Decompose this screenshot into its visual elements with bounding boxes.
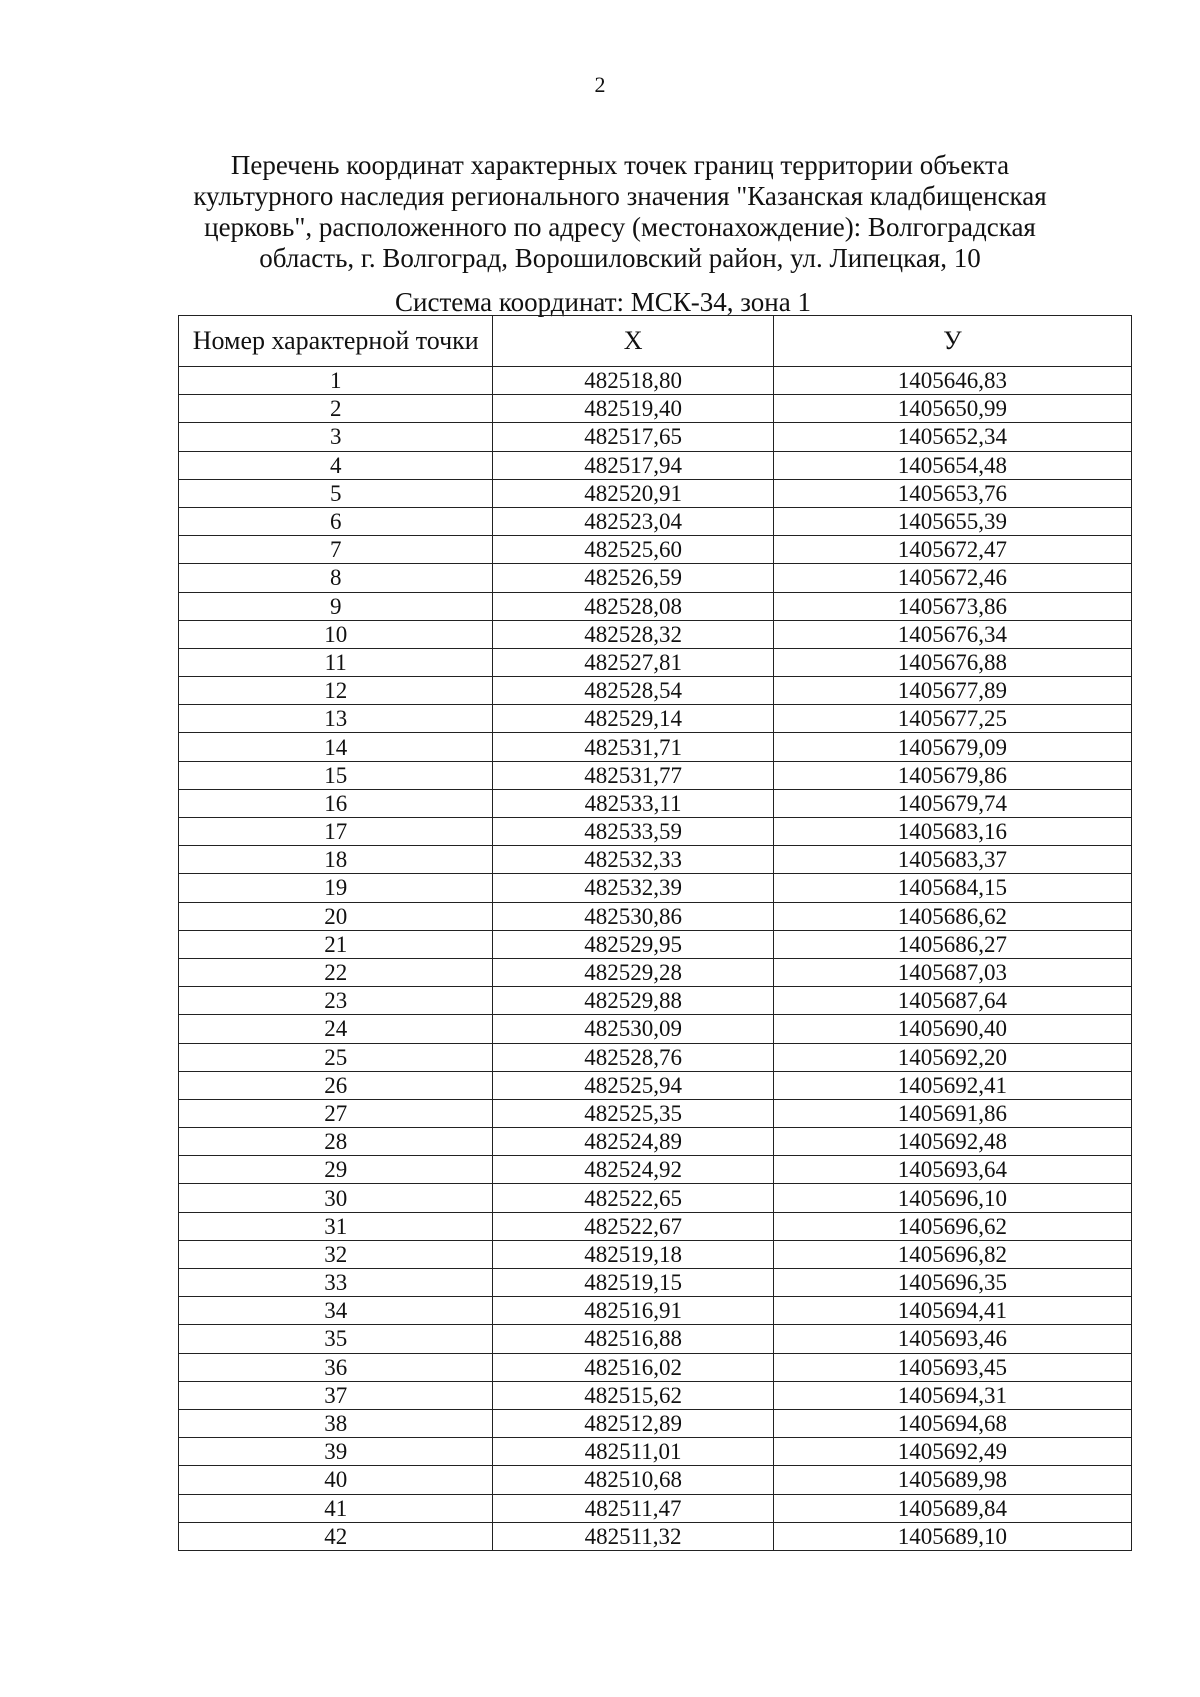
cell-x: 482530,09 xyxy=(493,1015,773,1043)
cell-x: 482519,18 xyxy=(493,1240,773,1268)
cell-y: 1405696,10 xyxy=(773,1184,1131,1212)
cell-x: 482533,11 xyxy=(493,789,773,817)
cell-point-number: 29 xyxy=(179,1156,493,1184)
table-row xyxy=(179,395,1132,423)
cell-point-number: 11 xyxy=(179,648,493,676)
cell-y: 1405679,09 xyxy=(773,733,1131,761)
table-row xyxy=(179,789,1132,817)
cell-y: 1405673,86 xyxy=(773,592,1131,620)
cell-point-number: 36 xyxy=(179,1353,493,1381)
cell-y: 1405683,16 xyxy=(773,818,1131,846)
cell-point-number: 32 xyxy=(179,1240,493,1268)
table-row xyxy=(179,1212,1132,1240)
cell-y: 1405694,31 xyxy=(773,1381,1131,1409)
cell-x: 482517,94 xyxy=(493,451,773,479)
cell-x: 482519,15 xyxy=(493,1269,773,1297)
page-number: 2 xyxy=(594,72,606,97)
cell-y: 1405646,83 xyxy=(773,367,1131,395)
cell-x: 482516,02 xyxy=(493,1353,773,1381)
cell-point-number: 31 xyxy=(179,1212,493,1240)
table-row xyxy=(179,507,1132,535)
cell-x: 482511,32 xyxy=(493,1522,773,1550)
cell-point-number: 21 xyxy=(179,930,493,958)
cell-x: 482518,80 xyxy=(493,367,773,395)
cell-x: 482519,40 xyxy=(493,395,773,423)
cell-point-number: 34 xyxy=(179,1297,493,1325)
cell-point-number: 25 xyxy=(179,1043,493,1071)
cell-x: 482528,76 xyxy=(493,1043,773,1071)
cell-y: 1405690,40 xyxy=(773,1015,1131,1043)
cell-point-number: 4 xyxy=(179,451,493,479)
cell-y: 1405694,41 xyxy=(773,1297,1131,1325)
cell-point-number: 6 xyxy=(179,507,493,535)
cell-x: 482522,67 xyxy=(493,1212,773,1240)
cell-point-number: 37 xyxy=(179,1381,493,1409)
cell-y: 1405692,41 xyxy=(773,1071,1131,1099)
cell-point-number: 35 xyxy=(179,1325,493,1353)
title-line: область, г. Волгоград, Ворошиловский район, ул. Липецкая, 10 xyxy=(259,243,981,273)
cell-y: 1405696,62 xyxy=(773,1212,1131,1240)
title-line: церковь", расположенного по адресу (местонахождение): Волгоградская xyxy=(204,212,1036,242)
cell-point-number: 19 xyxy=(179,874,493,902)
table-row xyxy=(179,367,1132,395)
cell-y: 1405692,49 xyxy=(773,1438,1131,1466)
document-title xyxy=(180,150,1060,274)
cell-x: 482531,77 xyxy=(493,761,773,789)
cell-x: 482528,08 xyxy=(493,592,773,620)
header-point-number: Номер характерной точки xyxy=(179,316,493,367)
cell-y: 1405686,27 xyxy=(773,930,1131,958)
cell-x: 482517,65 xyxy=(493,423,773,451)
cell-x: 482516,88 xyxy=(493,1325,773,1353)
cell-x: 482533,59 xyxy=(493,818,773,846)
cell-y: 1405679,74 xyxy=(773,789,1131,817)
cell-y: 1405653,76 xyxy=(773,479,1131,507)
cell-x: 482528,54 xyxy=(493,677,773,705)
cell-y: 1405696,82 xyxy=(773,1240,1131,1268)
cell-y: 1405679,86 xyxy=(773,761,1131,789)
table-row xyxy=(179,1297,1132,1325)
table-row xyxy=(179,874,1132,902)
table-row xyxy=(179,620,1132,648)
cell-y: 1405693,45 xyxy=(773,1353,1131,1381)
cell-y: 1405691,86 xyxy=(773,1099,1131,1127)
cell-x: 482511,01 xyxy=(493,1438,773,1466)
cell-point-number: 14 xyxy=(179,733,493,761)
table-row xyxy=(179,1522,1132,1550)
cell-y: 1405683,37 xyxy=(773,846,1131,874)
cell-x: 482512,89 xyxy=(493,1409,773,1437)
cell-x: 482524,89 xyxy=(493,1128,773,1156)
table-row xyxy=(179,648,1132,676)
table-row xyxy=(179,1128,1132,1156)
cell-x: 482529,88 xyxy=(493,987,773,1015)
table-row xyxy=(179,1071,1132,1099)
cell-x: 482532,39 xyxy=(493,874,773,902)
cell-y: 1405677,89 xyxy=(773,677,1131,705)
cell-x: 482529,95 xyxy=(493,930,773,958)
cell-point-number: 2 xyxy=(179,395,493,423)
table-row xyxy=(179,564,1132,592)
table-row xyxy=(179,902,1132,930)
cell-x: 482511,47 xyxy=(493,1494,773,1522)
header-x: Х xyxy=(493,316,773,367)
cell-point-number: 10 xyxy=(179,620,493,648)
table-row xyxy=(179,451,1132,479)
table-row xyxy=(179,1466,1132,1494)
table-row xyxy=(179,1099,1132,1127)
cell-point-number: 30 xyxy=(179,1184,493,1212)
cell-point-number: 9 xyxy=(179,592,493,620)
table-row xyxy=(179,592,1132,620)
table-row xyxy=(179,1240,1132,1268)
cell-y: 1405694,68 xyxy=(773,1409,1131,1437)
cell-point-number: 18 xyxy=(179,846,493,874)
cell-x: 482526,59 xyxy=(493,564,773,592)
table-row xyxy=(179,958,1132,986)
cell-y: 1405672,47 xyxy=(773,536,1131,564)
cell-x: 482520,91 xyxy=(493,479,773,507)
cell-y: 1405676,88 xyxy=(773,648,1131,676)
table-row xyxy=(179,1353,1132,1381)
cell-y: 1405689,10 xyxy=(773,1522,1131,1550)
cell-x: 482528,32 xyxy=(493,620,773,648)
cell-point-number: 16 xyxy=(179,789,493,817)
cell-x: 482524,92 xyxy=(493,1156,773,1184)
table-row xyxy=(179,987,1132,1015)
table-row xyxy=(179,1409,1132,1437)
table-row xyxy=(179,761,1132,789)
cell-point-number: 33 xyxy=(179,1269,493,1297)
cell-y: 1405652,34 xyxy=(773,423,1131,451)
cell-x: 482529,28 xyxy=(493,958,773,986)
cell-x: 482510,68 xyxy=(493,1466,773,1494)
cell-point-number: 28 xyxy=(179,1128,493,1156)
cell-x: 482522,65 xyxy=(493,1184,773,1212)
cell-x: 482531,71 xyxy=(493,733,773,761)
table-row xyxy=(179,1156,1132,1184)
table-row xyxy=(179,733,1132,761)
cell-y: 1405686,62 xyxy=(773,902,1131,930)
coordinates-table xyxy=(178,315,1132,1551)
cell-point-number: 12 xyxy=(179,677,493,705)
cell-y: 1405687,03 xyxy=(773,958,1131,986)
table-row xyxy=(179,818,1132,846)
table-row xyxy=(179,1381,1132,1409)
cell-point-number: 22 xyxy=(179,958,493,986)
table-row xyxy=(179,930,1132,958)
table-row xyxy=(179,1043,1132,1071)
cell-x: 482525,94 xyxy=(493,1071,773,1099)
cell-y: 1405689,98 xyxy=(773,1466,1131,1494)
cell-x: 482515,62 xyxy=(493,1381,773,1409)
cell-point-number: 38 xyxy=(179,1409,493,1437)
cell-y: 1405687,64 xyxy=(773,987,1131,1015)
cell-y: 1405692,48 xyxy=(773,1128,1131,1156)
cell-point-number: 7 xyxy=(179,536,493,564)
table-row xyxy=(179,1494,1132,1522)
cell-x: 482523,04 xyxy=(493,507,773,535)
table-row xyxy=(179,846,1132,874)
cell-x: 482527,81 xyxy=(493,648,773,676)
cell-y: 1405692,20 xyxy=(773,1043,1131,1071)
cell-point-number: 24 xyxy=(179,1015,493,1043)
cell-y: 1405689,84 xyxy=(773,1494,1131,1522)
cell-point-number: 27 xyxy=(179,1099,493,1127)
cell-y: 1405693,46 xyxy=(773,1325,1131,1353)
cell-x: 482525,60 xyxy=(493,536,773,564)
cell-point-number: 40 xyxy=(179,1466,493,1494)
coordinate-system-caption: Система координат: МСК-34, зона 1 xyxy=(395,287,811,317)
cell-y: 1405654,48 xyxy=(773,451,1131,479)
cell-point-number: 41 xyxy=(179,1494,493,1522)
cell-point-number: 17 xyxy=(179,818,493,846)
cell-point-number: 13 xyxy=(179,705,493,733)
cell-x: 482530,86 xyxy=(493,902,773,930)
cell-point-number: 8 xyxy=(179,564,493,592)
table-header-row xyxy=(179,316,1132,367)
table-row xyxy=(179,536,1132,564)
table-row xyxy=(179,1184,1132,1212)
cell-y: 1405676,34 xyxy=(773,620,1131,648)
cell-point-number: 26 xyxy=(179,1071,493,1099)
table-body xyxy=(179,367,1132,1551)
cell-y: 1405650,99 xyxy=(773,395,1131,423)
title-line: культурного наследия регионального значения "Казанская кладбищенская xyxy=(193,181,1047,211)
cell-point-number: 39 xyxy=(179,1438,493,1466)
cell-x: 482525,35 xyxy=(493,1099,773,1127)
table-row xyxy=(179,1325,1132,1353)
table-row xyxy=(179,677,1132,705)
cell-point-number: 42 xyxy=(179,1522,493,1550)
table-row xyxy=(179,1015,1132,1043)
table-row xyxy=(179,1438,1132,1466)
cell-point-number: 1 xyxy=(179,367,493,395)
cell-point-number: 3 xyxy=(179,423,493,451)
cell-y: 1405684,15 xyxy=(773,874,1131,902)
table-row xyxy=(179,423,1132,451)
table-row xyxy=(179,479,1132,507)
cell-x: 482516,91 xyxy=(493,1297,773,1325)
table-row xyxy=(179,1269,1132,1297)
cell-point-number: 5 xyxy=(179,479,493,507)
cell-y: 1405677,25 xyxy=(773,705,1131,733)
cell-point-number: 20 xyxy=(179,902,493,930)
cell-y: 1405696,35 xyxy=(773,1269,1131,1297)
header-y: У xyxy=(773,316,1131,367)
cell-point-number: 23 xyxy=(179,987,493,1015)
cell-y: 1405655,39 xyxy=(773,507,1131,535)
cell-y: 1405693,64 xyxy=(773,1156,1131,1184)
cell-x: 482532,33 xyxy=(493,846,773,874)
cell-point-number: 15 xyxy=(179,761,493,789)
cell-x: 482529,14 xyxy=(493,705,773,733)
title-line: Перечень координат характерных точек границ территории объекта xyxy=(230,150,1010,180)
cell-y: 1405672,46 xyxy=(773,564,1131,592)
table-row xyxy=(179,705,1132,733)
